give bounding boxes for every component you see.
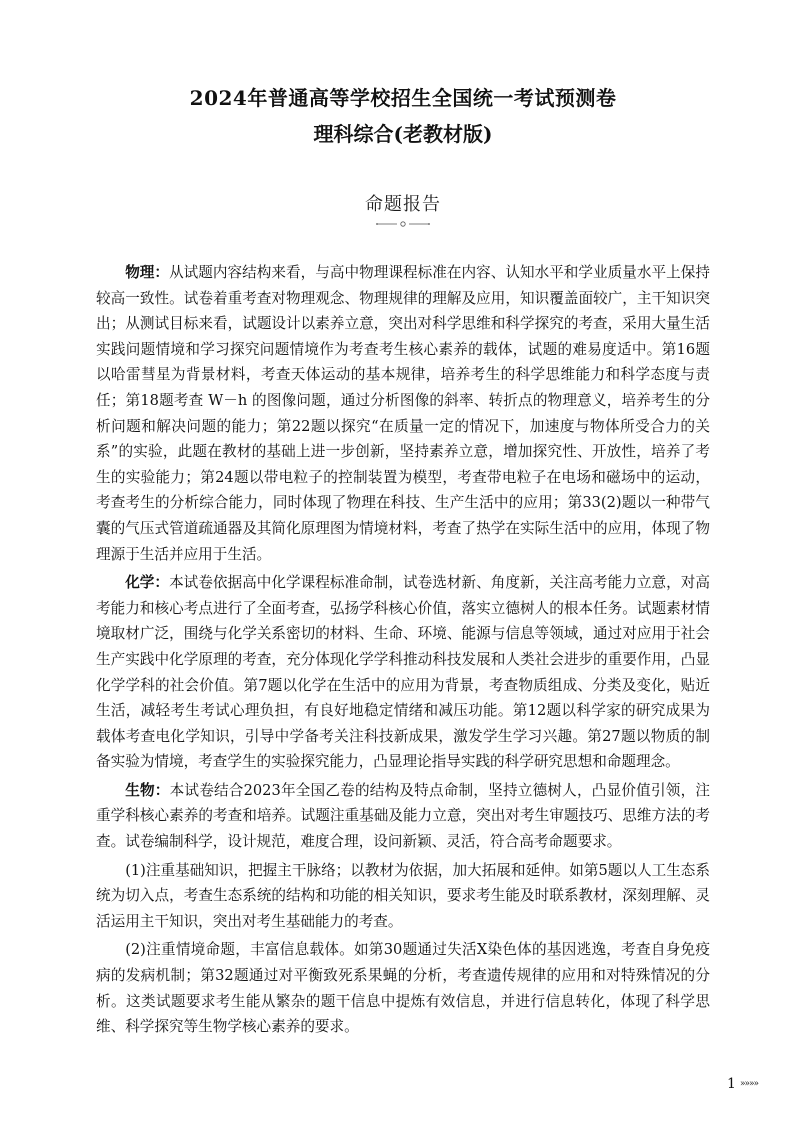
paragraph-chemistry [96, 570, 710, 775]
paragraph-lead: 化学： [125, 574, 170, 592]
paragraph-biology-point-2 [96, 937, 710, 1039]
page-title: 2024年普通高等学校招生全国统一考试预测卷 [189, 86, 617, 110]
paragraph-biology [96, 778, 710, 855]
paragraph-text: 从试题内容结构来看，与高中物理课程标准在内容、认知水平和学业质量水平上保持较高一致性。试卷着重考查对物理观念、物理规律的理解及应用，知识覆盖面较广，主干知识突出；从测试目标来看，试题设计以素养立意，突出对科学思维和科学探究的考查，采用大量生活实践问题情境和学习探究问题情境作为考查考生核心素养的载体，试题的难易度适中。第16题以哈雷彗星为背景材料，考查天体运动的基本规律，培养考生的科学思维能力和科学态度与责任；第18题考查 W－h 的图像问题，通过分析图像的斜率、转折点的物理意义，培养考生的分析问题和解决问题的能力；第22题以探究“在质量一定的情况下，加速度与物体所受合力的关系”的实验，此题在教材的基础上进一步创新，坚持素养立意，增加探究性、开放性，培养了考生的实验能力；第24题以带电粒子的控制装置为模型，考查带电粒子在电场和磁场中的运动，考查考生的分析综合能力，同时体现了物理在科技、生产生活中的应用；第33(2)题以一种带气囊的气压式管道疏通器及其简化原理图为情境材料，考查了热学在实际生活中的应用，体现了物理源于生活并应用于生活。 [96, 264, 710, 563]
footer-arrows: »»»» [739, 1079, 758, 1089]
page-number: 1 [727, 1076, 736, 1092]
paragraph-lead: 生物： [125, 781, 170, 799]
report-body [96, 260, 710, 1040]
page-footer [727, 1076, 758, 1092]
paragraph-biology-point-1 [96, 858, 710, 935]
paragraph-text: (2)注重情境命题，丰富信息载体。如第30题通过失活X染色体的基因逃逸，考查自身免疫病的发病机制；第32题通过对平衡致死系果蝇的分析，考查遗传规律的应用和对特殊情况的分析。这类试题要求考生能从繁杂的题干信息中提炼有效信息，并进行信息转化，体现了科学思维、科学探究等生物学核心素养的要求。 [96, 941, 710, 1036]
paragraph-lead: 物理： [125, 264, 170, 281]
paragraph-physics [96, 260, 710, 567]
section-label: 命题报告 [365, 194, 441, 215]
ornament-divider-icon [375, 220, 431, 228]
paragraph-text: 本试卷结合2023年全国乙卷的结构及特点命制，坚持立德树人，凸显价值引领，注重学科核心素养的考查和培养。试题注重基础及能力立意，突出对考生审题技巧、思维方法的考查。试卷编制科学，设计规范，难度合理，设问新颖、灵活，符合高考命题要求。 [96, 781, 710, 851]
paragraph-text: 本试卷依据高中化学课程标准命制，试卷选材新、角度新，关注高考能力立意，对高考能力和核心考点进行了全面考查，弘扬学科核心价值，落实立德树人的根本任务。试题素材情境取材广泛，围绕与化学关系密切的材料、生命、环境、能源与信息等领域，通过对应用于社会生产实践中化学原理的考查，充分体现化学学科推动科技发展和人类社会进步的重要作用，凸显化学学科的社会价值。第7题以化学在生活中的应用为背景，考查物质组成、分类及变化，贴近生活，减轻考生考试心理负担，有良好地稳定情绪和减压功能。第12题以科学家的研究成果为载体考查电化学知识，引导中学备考关注科技新成果，激发学生学习兴趣。第27题以物质的制备实验为情境，考查学生的实验探究能力，凸显理论指导实践的科学研究思想和命题理念。 [96, 574, 710, 771]
section-header [96, 190, 710, 228]
page-subtitle: 理科综合(老教材版) [313, 122, 493, 146]
paragraph-text: (1)注重基础知识，把握主干脉络；以教材为依据，加大拓展和延伸。如第5题以人工生态系统为切入点，考查生态系统的结构和功能的相关知识，要求考生能及时联系教材，深刻理解、灵活运用主干知识，突出对考生基础能力的考查。 [96, 861, 710, 930]
